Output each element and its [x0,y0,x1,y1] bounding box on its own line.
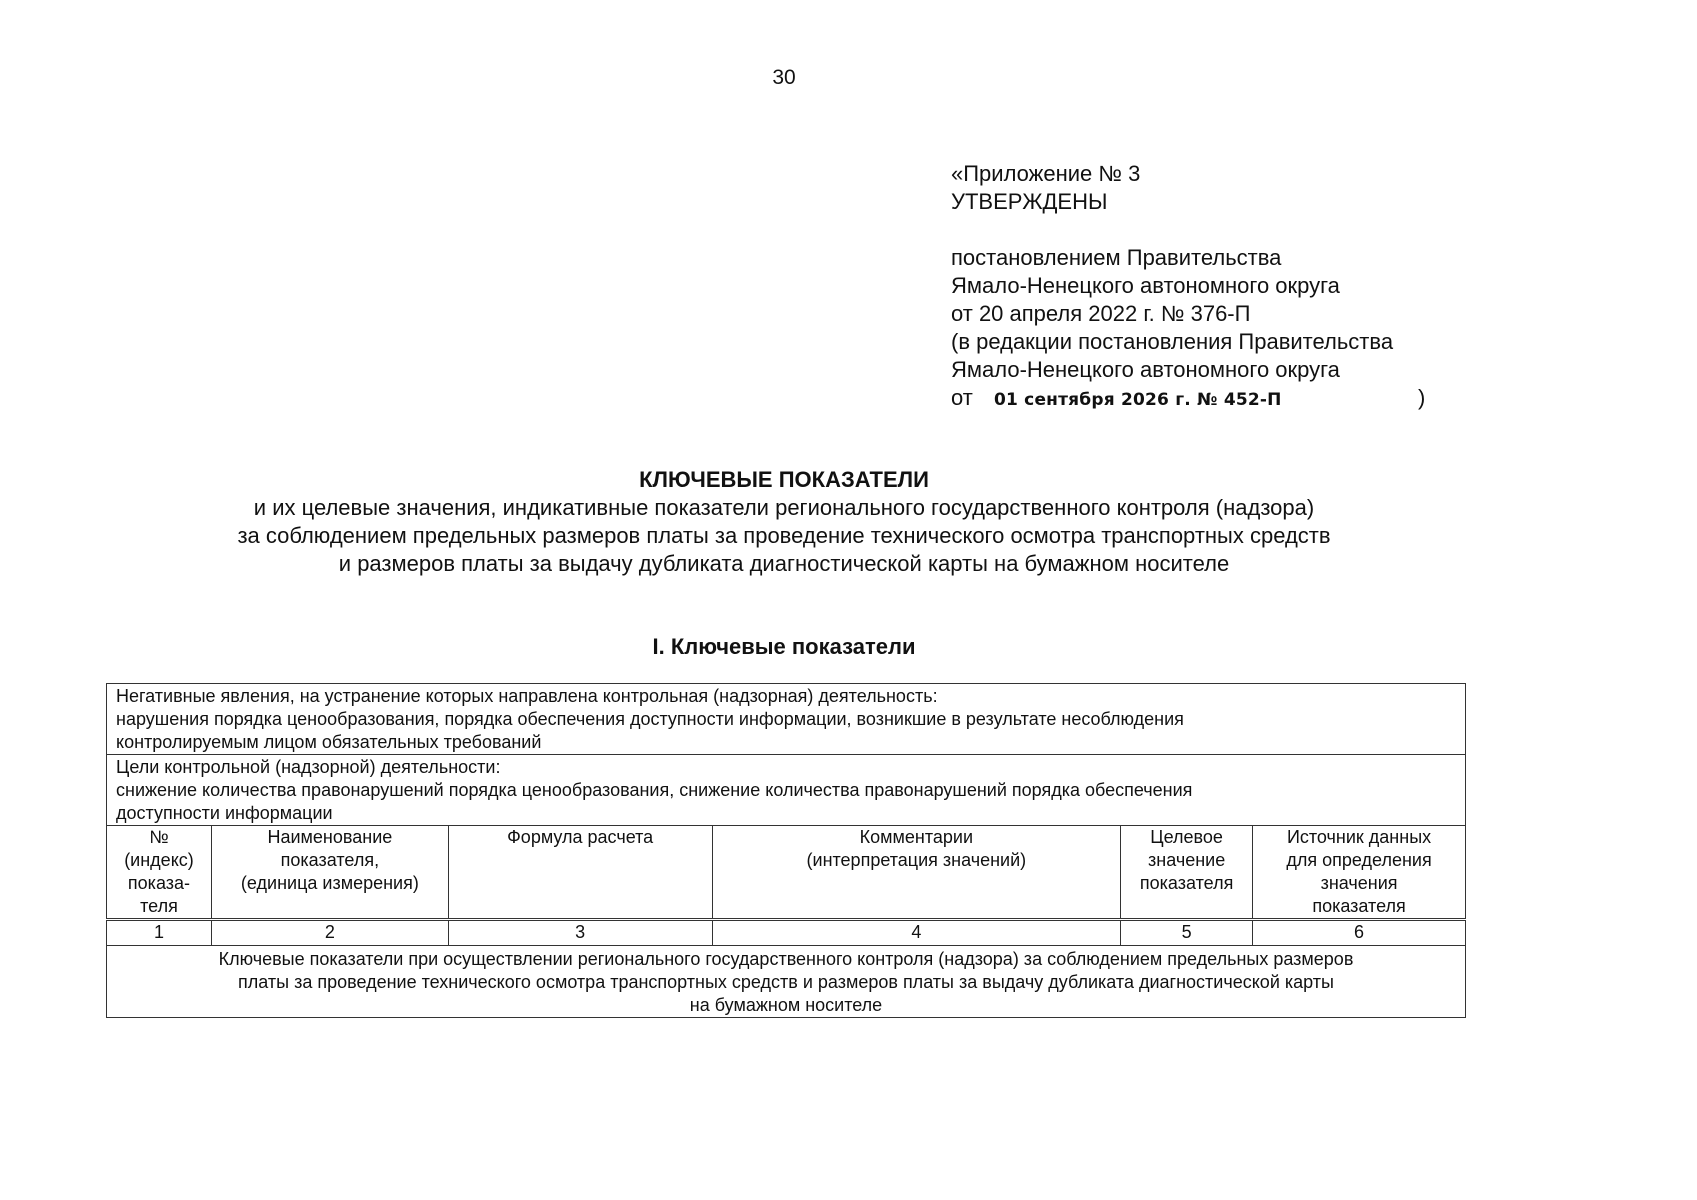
amendment-line-2: Ямало-Ненецкого автономного округа [951,357,1340,382]
header-formula: Формула расчета [448,826,712,920]
date-prefix: от [951,385,973,410]
goals-text: снижение количества правонарушений порядка ценообразования, снижение количества правонарушений порядка обеспечения [116,780,1193,800]
column-number: 6 [1253,920,1466,946]
appendix-approval-block [951,160,1426,412]
negative-phenomena-cell [107,684,1466,755]
approval-line-3: от 20 апреля 2022 г. № 376-П [951,301,1251,326]
document-title: КЛЮЧЕВЫЕ ПОКАЗАТЕЛИ [639,467,929,492]
closing-parenthesis: ) [1418,385,1426,410]
appendix-number: «Приложение № 3 [951,161,1141,186]
goals-text: доступности информации [116,803,333,823]
subtitle-line: и размеров платы за выдачу дубликата диагностической карты на бумажном носителе [338,551,1230,576]
approved-label: УТВЕРЖДЕНЫ [951,189,1108,214]
section-title-cell: Ключевые показатели при осуществлении регионального государственного контроля (надзора) за соблюдением предельных размеров платы за проведение технического осмотра транспортных средств и размеров платы за выдачу дубликата диагностической карты на бумажном носителе [107,946,1466,1018]
key-indicators-table [106,683,1466,1018]
goals-row [107,755,1466,826]
header-data-source: Источник данных для определения значения показателя [1253,826,1466,920]
negative-phenomena-row [107,684,1466,755]
column-number: 2 [211,920,448,946]
amendment-date-line [951,384,1426,412]
column-number: 5 [1121,920,1253,946]
amendment-line-1: (в редакции постановления Правительства [951,329,1394,354]
document-subtitle [0,494,1568,578]
date-number-stamp: 01 сентября 2026 г. № 452-П [994,390,1282,410]
header-target-value: Целевое значение показателя [1121,826,1253,920]
section-title-row [107,946,1466,1018]
column-number: 4 [712,920,1121,946]
column-number: 3 [448,920,712,946]
goals-cell [107,755,1466,826]
negative-phenomena-text: контролируемым лицом обязательных требований [116,732,542,752]
negative-phenomena-text: нарушения порядка ценообразования, порядка обеспечения доступности информации, возникшие в результате несоблюдения [116,709,1184,729]
approval-line-1: постановлением Правительства [951,245,1282,270]
column-number: 1 [107,920,212,946]
table-header-row [107,826,1466,920]
subtitle-line: за соблюдением предельных размеров платы за проведение технического осмотра транспортных средств [237,523,1331,548]
subtitle-line: и их целевые значения, индикативные показатели регионального государственного контроля (надзора) [253,495,1315,520]
negative-phenomena-label: Негативные явления, на устранение которых направлена контрольная (надзорная) деятельность: [116,686,938,706]
goals-label: Цели контрольной (надзорной) деятельности: [116,757,501,777]
header-comments: Комментарии (интерпретация значений) [712,826,1121,920]
header-index: № (индекс) показа- теля [107,826,212,920]
column-numbers-row [107,920,1466,946]
header-indicator-name: Наименование показателя, (единица измерения) [211,826,448,920]
page-number: 30 [772,66,796,89]
section-heading: I. Ключевые показатели [652,634,916,659]
approval-line-2: Ямало-Ненецкого автономного округа [951,273,1340,298]
